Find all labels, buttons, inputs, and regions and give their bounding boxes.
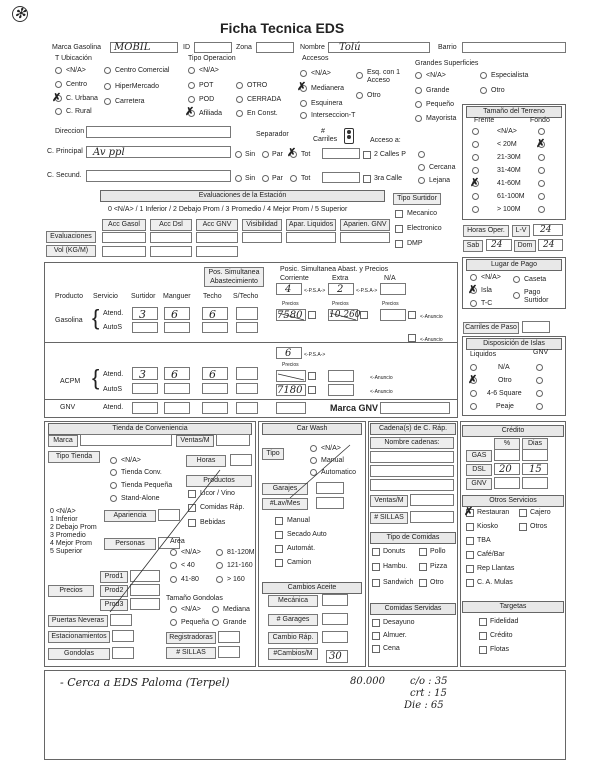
evaluaciones-legend: 0 <N/A> / 1 Inferior / 2 Debajo Prom / 3 Promedio / 4 Mejor Prom / 5 Superior bbox=[108, 206, 348, 213]
eval-aparien-gnv[interactable]: Aparien. GNV bbox=[340, 219, 390, 231]
acpm-techo-value: 6 bbox=[209, 368, 216, 381]
notes-line-5: Die : 65 bbox=[404, 700, 444, 711]
lv-label: L-V bbox=[512, 225, 530, 237]
calles2-label: 2 Calles P bbox=[374, 151, 406, 158]
stecho-label: S/Techo bbox=[233, 293, 259, 300]
garajes-label: Garajes bbox=[262, 483, 308, 495]
credito-dsl-label: DSL bbox=[466, 464, 492, 476]
secund-label: C. Secund. bbox=[47, 172, 82, 179]
credito-dsl-pct-value: 20 bbox=[499, 464, 512, 475]
psa-2: <-P.S.A-> bbox=[356, 288, 378, 294]
cw-automat-label: Automát. bbox=[287, 545, 316, 552]
tipoop-opt-pod: POD bbox=[199, 96, 215, 103]
eval-acc-gasol[interactable]: Acc Gasol bbox=[102, 219, 146, 231]
sab-value: 24 bbox=[491, 240, 503, 250]
tipoop-opt-pot: POT bbox=[199, 82, 214, 89]
otros-cajero: Cajero bbox=[530, 509, 551, 516]
acpm-atend: Atend. bbox=[103, 371, 124, 378]
surtidor-electronico: Electronico bbox=[407, 225, 442, 232]
cambios-m-label: #Cambios/M bbox=[268, 648, 318, 660]
otros-cafe: Café/Bar bbox=[477, 551, 505, 558]
direccion-label: Direccion bbox=[55, 128, 85, 135]
tienda-strike-line bbox=[110, 470, 220, 612]
accesos-opt-intersec: Interseccion-T bbox=[311, 112, 356, 119]
eval-acc-dsl[interactable]: Acc Dsl bbox=[150, 219, 192, 231]
techo-label: Techo bbox=[203, 293, 222, 300]
principal-par: Par bbox=[272, 151, 283, 158]
tienda-ventas-label: Ventas/M bbox=[176, 435, 214, 447]
principal-sin: Sin bbox=[245, 151, 256, 158]
otros-tba: TBA bbox=[477, 537, 491, 544]
terreno-fondo-mark: ✗ bbox=[536, 138, 546, 150]
cadenas-ventas-label: Ventas/M bbox=[370, 495, 408, 507]
manguer-label: Manguer bbox=[163, 293, 191, 300]
credito-gnv-label: GNV bbox=[466, 478, 492, 490]
area-160: > 160 bbox=[227, 576, 245, 583]
prod-licor: Licor / Vino bbox=[200, 490, 235, 497]
comida-pollo: Pollo bbox=[430, 548, 446, 555]
tarjeta-flotas: Flotas bbox=[490, 646, 510, 653]
acpm-surtidor-value: 3 bbox=[139, 368, 146, 381]
prod3-label: Prod3 bbox=[100, 599, 128, 611]
carwash-strike-line bbox=[290, 445, 350, 498]
acpm-manguer-value: 6 bbox=[171, 368, 178, 381]
productos-label: Productos bbox=[186, 475, 252, 487]
extra-value: 2 bbox=[337, 284, 344, 295]
acpm-brace: { bbox=[92, 365, 100, 390]
gas-autos: AutoS bbox=[103, 324, 123, 331]
tipoop-afiliada-check: ✗ bbox=[185, 106, 195, 118]
ubicacion-opt-rural: C. Rural bbox=[66, 108, 92, 115]
credito-dsl-dias-value: 15 bbox=[529, 464, 542, 475]
terreno-fondo-label: Fondo bbox=[530, 117, 550, 124]
credito-gas-label: GAS bbox=[466, 450, 492, 462]
carriles-paso-label: Carriles de Paso bbox=[463, 322, 519, 334]
tienda-na: <N/A> bbox=[121, 457, 141, 464]
tipoop-opt-otro: OTRO bbox=[247, 82, 268, 89]
surtidor-mecanico: Mecanico bbox=[407, 210, 437, 217]
tienda-pequena: Tienda Pequeña bbox=[121, 482, 173, 489]
registradoras-label: Registradoras bbox=[166, 632, 216, 644]
carriles-label: # Carriles bbox=[313, 128, 338, 143]
corriente-value: 4 bbox=[285, 284, 292, 295]
precios-label-2: Precios bbox=[332, 301, 349, 307]
terreno-opt-1: < 20M bbox=[497, 141, 517, 148]
lavmes-label: #Lav/Mes bbox=[262, 498, 308, 510]
terreno-opt-3: 31-40M bbox=[497, 167, 521, 174]
tarjetas-header: Targetas bbox=[462, 601, 564, 613]
zona-label: Zona bbox=[236, 44, 252, 51]
ubicacion-label: T Ubicación bbox=[55, 55, 92, 62]
disp-otro: Otro bbox=[498, 377, 512, 384]
personas-label: Personas bbox=[104, 538, 156, 550]
surtidor-label: Surtidor bbox=[131, 293, 156, 300]
servida-almuer: Almuer. bbox=[383, 632, 407, 639]
terreno-opt-2: 21-30M bbox=[497, 154, 521, 161]
ubicacion-opt-urbana: C. Urbana bbox=[66, 95, 98, 102]
cw-auto: Automatico bbox=[321, 469, 357, 476]
gs-opt-pequeno: Pequeño bbox=[426, 101, 455, 108]
otros-kiosko: Kiosko bbox=[477, 523, 499, 530]
tipoop-opt-na: <N/A> bbox=[199, 67, 219, 74]
terreno-opt-4: 41-60M bbox=[497, 180, 521, 187]
credito-header: Crédito bbox=[462, 425, 564, 437]
gs-opt-especialista: Especialista bbox=[491, 72, 529, 79]
dom-label: Dom bbox=[514, 240, 536, 252]
barrio-label: Barrio bbox=[438, 44, 457, 51]
terreno-opt-5: 61-100M bbox=[497, 193, 525, 200]
terreno-opt-0: <N/A> bbox=[497, 128, 517, 135]
principal-tot: Tot bbox=[301, 151, 311, 158]
eval-row-label: Evaluaciones bbox=[46, 231, 96, 243]
gas-precio1-value: 7580 bbox=[277, 310, 303, 321]
na-label: N/A bbox=[384, 275, 396, 282]
acceso-a-label: Acceso a: bbox=[370, 137, 401, 144]
terreno-frente-mark: ✗ bbox=[470, 177, 480, 189]
prod2-label: Prod2 bbox=[100, 585, 128, 597]
vol-row-label: Vol (KG/M) bbox=[46, 245, 96, 257]
pago-caseta: Caseta bbox=[524, 276, 547, 283]
gas-manguer-value: 6 bbox=[171, 308, 178, 321]
area-40: < 40 bbox=[181, 562, 195, 569]
servida-desayuno: Desayuno bbox=[383, 619, 415, 626]
acpm-anuncio-label-1: <-Anuncio bbox=[370, 375, 393, 381]
marca-label: Marca Gasolina bbox=[52, 44, 102, 51]
scale-item-3: 3 Promedio bbox=[50, 532, 86, 539]
tienda-header: Tienda de Conveniencia bbox=[48, 423, 252, 435]
gasolina-label: Gasolina bbox=[55, 317, 83, 324]
ubicacion-opt-carretera: Carretera bbox=[115, 98, 145, 105]
disp-46: 4-6 Square bbox=[487, 390, 522, 397]
disp-gnv: GNV bbox=[533, 349, 549, 356]
disp-liquidos: Liquidos bbox=[470, 351, 497, 358]
lv-value: 24 bbox=[540, 225, 552, 235]
area-81120: 81-120M bbox=[227, 549, 255, 556]
servida-cena: Cena bbox=[383, 645, 400, 652]
principal-label: C. Principal bbox=[47, 148, 83, 155]
nombre-cadenas-label: Nombre cadenas: bbox=[370, 437, 454, 449]
pago-isla-check: ✗ bbox=[468, 284, 478, 296]
accesos-opt-esquinera: Esquinera bbox=[311, 100, 343, 107]
accesos-opt-otro: Otro bbox=[367, 92, 381, 99]
gnv-atend: Atend. bbox=[103, 404, 124, 411]
comida-otro: Otro bbox=[430, 579, 444, 586]
tarjeta-credito: Crédito bbox=[490, 632, 513, 639]
ubicacion-opt-na: <N/A> bbox=[66, 67, 86, 74]
acpm-psa: <-P.S.A-> bbox=[304, 352, 326, 358]
marca-gnv-label: Marca GNV bbox=[330, 403, 379, 413]
area-na: <N/A> bbox=[181, 549, 201, 556]
gs-opt-otro: Otro bbox=[491, 87, 505, 94]
gs-opt-mayorista: Mayorista bbox=[426, 115, 457, 122]
corriente-label: Corriente bbox=[280, 275, 309, 282]
terreno-opt-6: > 100M bbox=[497, 206, 521, 213]
tienda-conv: Tienda Conv. bbox=[121, 469, 162, 476]
surtidor-dmp: DMP bbox=[407, 240, 423, 247]
carwash-tipo-label: Tipo bbox=[262, 448, 284, 460]
tipo-tienda-label: Tipo Tienda bbox=[48, 451, 100, 463]
gas-crossout-1 bbox=[278, 313, 304, 320]
gas-crossout-2 bbox=[330, 313, 356, 320]
cadenas-header: Cadena(s) de C. Ráp. bbox=[370, 423, 456, 435]
cw-secado-label: Secado Auto bbox=[287, 531, 327, 538]
acpm-pos-value: 6 bbox=[285, 348, 292, 359]
disp-otro-check: ✗ bbox=[468, 374, 478, 386]
terreno-header: Tamaño del Terreno bbox=[466, 106, 562, 118]
notes-line-1: - Cerca a EDS Paloma (Terpel) bbox=[60, 676, 230, 689]
extra-label: Extra bbox=[332, 275, 349, 282]
ubicacion-urbana-check: ✗ bbox=[52, 92, 62, 104]
area-4180: 41-80 bbox=[181, 576, 199, 583]
comidas-servidas-header: Comidas Servidas bbox=[370, 603, 456, 615]
gas-techo-value: 6 bbox=[209, 308, 216, 321]
secund-tot: Tot bbox=[301, 175, 311, 182]
gas-precio2-value: 10.260 bbox=[329, 310, 361, 320]
psa-1: <-P.S.A-> bbox=[304, 288, 326, 294]
cambios-m-value: 30 bbox=[329, 651, 342, 662]
gond-na: <N/A> bbox=[181, 606, 201, 613]
principal-value: Av ppl bbox=[93, 147, 125, 158]
disp-na: N/A bbox=[498, 364, 510, 371]
gond-mediana: Mediana bbox=[223, 606, 250, 613]
tipoop-opt-afiliada: Afiliada bbox=[199, 110, 222, 117]
page-title: Ficha Tecnica EDS bbox=[220, 20, 345, 36]
calle3-label: 3ra Calle bbox=[374, 175, 403, 182]
terreno-frente-label: Frente bbox=[474, 117, 495, 124]
accesos-opt-na: <N/A> bbox=[311, 70, 331, 77]
acpm-anuncio-label-2: <-Anuncio bbox=[370, 389, 393, 395]
pago-na: <N/A> bbox=[481, 274, 501, 281]
lugar-pago-header: Lugar de Pago bbox=[466, 259, 562, 271]
tienda-sillas-label: # SILLAS bbox=[166, 647, 216, 659]
gasolina-brace: { bbox=[92, 305, 100, 330]
cw-na: <N/A> bbox=[321, 445, 341, 452]
area-121160: 121-160 bbox=[227, 562, 253, 569]
tipoop-opt-const: En Const. bbox=[247, 110, 278, 117]
cw-manual: Manual bbox=[321, 457, 344, 464]
tamano-gondolas-label: Tamaño Gondolas bbox=[166, 595, 223, 602]
eval-acc-gnv[interactable]: Acc GNV bbox=[196, 219, 238, 231]
separador-label: Separador bbox=[256, 131, 289, 138]
area-label: Area bbox=[170, 538, 185, 545]
eval-apar-liquidos[interactable]: Apar. Liquidos bbox=[286, 219, 336, 231]
producto-label: Producto bbox=[55, 293, 84, 300]
otros-header: Otros Servicios bbox=[462, 495, 564, 507]
gnv-label: GNV bbox=[60, 404, 76, 411]
scale-item-5: 5 Superior bbox=[50, 548, 83, 555]
ubicacion-opt-cc: Centro Comercial bbox=[115, 67, 170, 74]
notes-line-2: 80.000 bbox=[350, 676, 385, 687]
disposicion-header: Disposición de Islas bbox=[466, 338, 562, 350]
id-label: ID bbox=[183, 44, 190, 51]
lejana-label: Lejana bbox=[429, 177, 451, 184]
marca-value: MOBIL bbox=[114, 42, 151, 53]
acpm-precios-label: Precios bbox=[282, 362, 299, 368]
tienda-horas-label: Horas bbox=[186, 455, 226, 467]
grandes-sup-label: Grandes Superficies bbox=[415, 60, 479, 67]
scale-item-4: 4 Mejor Prom bbox=[50, 540, 93, 547]
gas-anuncio-label-2: <-Anuncio bbox=[420, 337, 443, 343]
sab-label: Sab bbox=[463, 240, 483, 252]
corner-mark: ✻ bbox=[12, 6, 28, 22]
tienda-marca-label: Marca bbox=[48, 435, 78, 447]
gondolas-label: Gondolas bbox=[48, 648, 110, 660]
secund-par: Par bbox=[272, 175, 283, 182]
pago-isla: Isla bbox=[481, 287, 492, 294]
evaluaciones-header: Evaluaciones de la Estación bbox=[100, 190, 385, 202]
disp-peaje: Peaje bbox=[496, 403, 514, 410]
puertas-label: Puertas Neveras bbox=[48, 615, 108, 627]
gond-grande: Grande bbox=[223, 619, 247, 626]
acpm-autos: AutoS bbox=[103, 386, 123, 393]
tarjeta-fidelidad: Fidelidad bbox=[490, 618, 519, 625]
scale-item-1: 1 Inferior bbox=[50, 516, 78, 523]
secund-sin: Sin bbox=[245, 175, 256, 182]
acpm-precio1-value: 7180 bbox=[277, 385, 303, 396]
pos-sim-label: Pos. Simultanea Abastecimiento bbox=[204, 267, 264, 287]
dom-value: 24 bbox=[543, 240, 555, 250]
precios-tienda-label: Precios bbox=[48, 585, 94, 597]
apariencia-label: Apariencia bbox=[104, 510, 156, 522]
notes-line-4: crt : 15 bbox=[410, 688, 447, 699]
scale-item-0: 0 <N/A> bbox=[50, 508, 76, 515]
gas-atend: Atend. bbox=[103, 310, 124, 317]
garages-label: # Garages bbox=[268, 614, 318, 626]
accesos-opt-esq1: Esq. con 1 Acceso bbox=[367, 69, 401, 84]
otros-restauran: Restauran bbox=[477, 509, 510, 516]
cw-camion-label: Camion bbox=[287, 559, 312, 566]
comida-pizza: Pizza bbox=[430, 563, 448, 570]
prod-comidas: Comidas Ráp. bbox=[200, 504, 245, 511]
servicio-label: Servicio bbox=[93, 293, 118, 300]
accesos-label: Accesos bbox=[302, 55, 329, 62]
otros-restauran-mark: ✗ bbox=[464, 506, 474, 518]
cambio-rap-label: Cambio Ráp. bbox=[268, 632, 318, 644]
notes-line-3: c/o : 35 bbox=[410, 676, 448, 687]
ubicacion-opt-hiper: HiperMercado bbox=[115, 83, 159, 90]
cw-manual-chk-label: Manual bbox=[287, 517, 310, 524]
ubicacion-opt-centro: Centro bbox=[66, 81, 88, 88]
gs-opt-na: <N/A> bbox=[426, 72, 446, 79]
accesos-opt-medianera: Medianera bbox=[311, 85, 345, 92]
gas-anuncio-label-1: <-Anuncio bbox=[420, 314, 443, 320]
cambios-aceite-header: Cambios Aceite bbox=[262, 582, 362, 594]
gs-opt-grande: Grande bbox=[426, 87, 450, 94]
accesos-medianera-check: ✗ bbox=[297, 81, 307, 93]
prod-bebidas: Bebidas bbox=[200, 519, 226, 526]
nombre-label: Nombre bbox=[300, 44, 325, 51]
comida-donuts: Donuts bbox=[383, 548, 406, 555]
precios-label-3: Precios bbox=[382, 301, 399, 307]
tipoop-opt-cerrada: CERRADA bbox=[247, 96, 282, 103]
principal-tot-check: ✗ bbox=[287, 147, 297, 159]
comida-sandwich: Sandwich bbox=[383, 579, 414, 586]
carwash-header: Car Wash bbox=[262, 423, 362, 435]
eval-visibilidad[interactable]: Visibilidad bbox=[242, 219, 282, 231]
otros-llantas: Rep Llantas bbox=[477, 565, 515, 572]
cadenas-sillas-label: # SILLAS bbox=[370, 512, 408, 524]
mecanica-label: Mecánica bbox=[268, 595, 318, 607]
credito-dias-label: Dias bbox=[522, 438, 548, 450]
pos-sim2-label: Posic. Simultanea Abast. y Precios bbox=[280, 266, 389, 273]
pago-surtidor: Pago Surtidor bbox=[524, 289, 549, 304]
precios-label-1: Precios bbox=[282, 301, 299, 307]
acpm-label: ACPM bbox=[60, 378, 81, 385]
estacionamientos-label: Estacionamientos bbox=[48, 631, 110, 643]
acpm-crossout bbox=[278, 374, 304, 380]
cercana-label: Cercana bbox=[429, 164, 456, 171]
pago-tc: T-C bbox=[481, 300, 493, 307]
otros-mulas: C. A. Mulas bbox=[477, 579, 513, 586]
otros-otros: Otros bbox=[530, 523, 548, 530]
tienda-standalone: Stand-Alone bbox=[121, 495, 160, 502]
tipo-operacion-label: Tipo Operacion bbox=[188, 55, 236, 62]
scale-item-2: 2 Debajo Prom bbox=[50, 524, 97, 531]
comida-hambu: Hambu. bbox=[383, 563, 408, 570]
credito-pct-label: % bbox=[494, 438, 520, 450]
prod1-label: Prod1 bbox=[100, 571, 128, 583]
horas-oper-label: Horas Oper. bbox=[463, 225, 509, 237]
gas-surtidor-value: 3 bbox=[139, 308, 146, 321]
nombre-value: Tolú bbox=[339, 42, 361, 53]
gond-pequena: Pequeña bbox=[181, 619, 210, 626]
tipo-surtidor-header: Tipo Surtidor bbox=[393, 193, 441, 205]
tipo-comidas-header: Tipo de Comidas bbox=[370, 532, 456, 544]
